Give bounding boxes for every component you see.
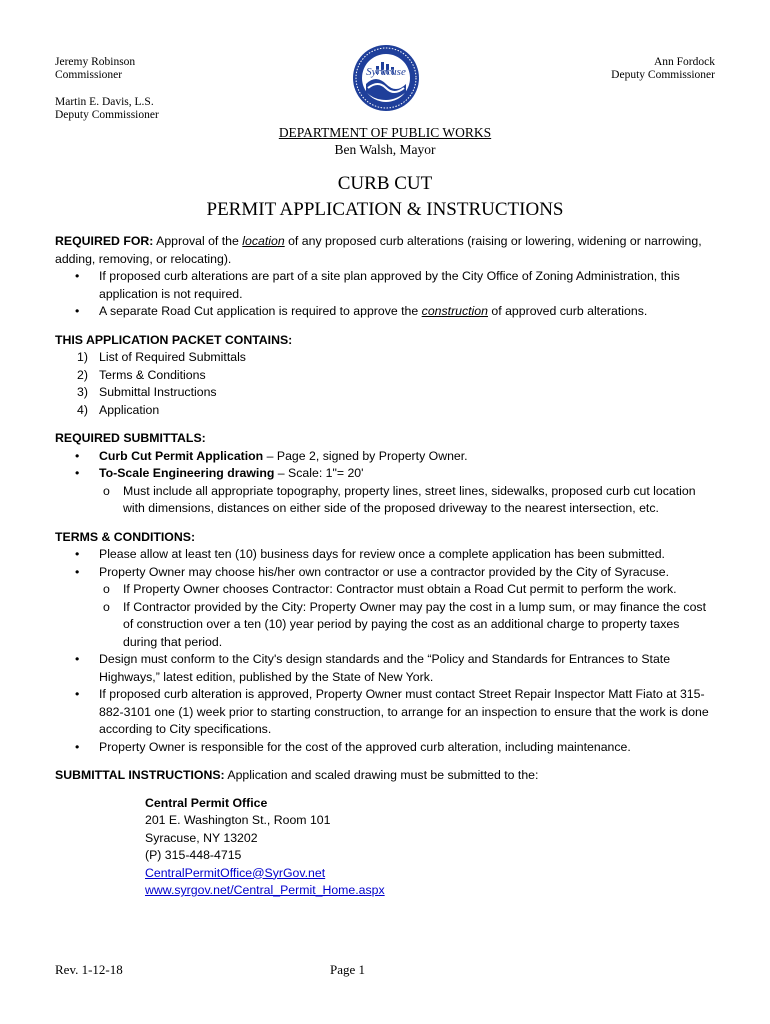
required-for-emph: location: [242, 234, 285, 248]
bullet2-emph: construction: [421, 304, 488, 318]
submittal2-bold: To-Scale Engineering drawing: [99, 466, 275, 480]
revision-date: Rev. 1-12-18: [55, 962, 123, 977]
bullet2-after: of approved curb alterations.: [491, 304, 648, 318]
packet-heading: THIS APPLICATION PACKET CONTAINS:: [55, 332, 293, 347]
office-address-line2: Syracuse, NY 13202: [145, 830, 258, 845]
submittals-list: [55, 448, 715, 518]
required-for-bullets: [55, 268, 715, 321]
list-item: [55, 303, 715, 321]
city-seal-logo: [352, 44, 420, 112]
submittal-instructions-label: SUBMITTAL INSTRUCTIONS:: [55, 768, 225, 782]
list-item: [55, 448, 715, 466]
deputy-name-right: Ann Fordock: [653, 56, 715, 68]
deputy-name-left: Martin E. Davis, L.S.: [55, 96, 154, 108]
item-text: List of Required Submittals: [99, 350, 246, 364]
document-body: [55, 233, 715, 900]
list-item: [55, 384, 715, 402]
office-address-line1: 201 E. Washington St., Room 101: [145, 813, 331, 827]
department-block: [0, 124, 770, 158]
seal-text: Syracuse: [366, 66, 406, 78]
office-website-link[interactable]: www.syrgov.net/Central_Permit_Home.aspx: [145, 883, 385, 897]
list-item: • Property Owner is responsible for the cost of the approved curb alteration, including maintenance.: [55, 739, 715, 757]
submittals-heading: REQUIRED SUBMITTALS:: [55, 431, 206, 445]
list-item: o If Contractor provided by the City: Property Owner may pay the cost in a lump sum, or may finance the cost of construction over a ten (10) year period by paying the cost as an additional charge to property taxes during that period.: [99, 599, 715, 652]
title-line2: PERMIT APPLICATION & INSTRUCTIONS: [206, 199, 564, 220]
required-for-label: REQUIRED FOR:: [55, 234, 154, 248]
submittal2-rest: – Scale: 1"= 20': [277, 466, 364, 480]
permit-office-address: [55, 795, 715, 900]
submittal-instructions-paragraph: [55, 767, 715, 785]
list-item: [55, 367, 715, 385]
list-item: o Must include all appropriate topography, property lines, street lines, sidewalks, proposed curb cut location with dimensions, distances on either side of the proposed driveway to the nearest intersection, etc.: [99, 483, 715, 518]
required-for-text-after: of any proposed curb alterations (raising or lowering, widening or narrowing, adding, removing, or relocating).: [55, 234, 702, 266]
page-number: Page 1: [330, 962, 366, 977]
deputy-title-right: Deputy Commissioner: [611, 69, 715, 81]
submittal1-bold: Curb Cut Permit Application: [99, 448, 264, 463]
bullet2-before: A separate Road Cut application is required to approve the: [99, 304, 419, 318]
deputy-title-left: Deputy Commissioner: [55, 109, 159, 121]
submittal2-sublist: [99, 483, 715, 518]
list-item: o If Property Owner chooses Contractor: Contractor must obtain a Road Cut permit to perform the work.: [99, 581, 715, 599]
item-number: 1): [77, 350, 88, 364]
required-for-text-before: Approval of the: [156, 234, 239, 248]
terms-b2-text: Property Owner may choose his/her own contractor or use a contractor provided by the City of Syracuse.: [99, 564, 670, 579]
list-item: • Design must conform to the City's design standards and the “Policy and Standards for Entrances to State Highways,” latest edition, published by the State of New York.: [55, 651, 715, 686]
list-item: • If proposed curb alterations are part of a site plan approved by the City Office of Zoning Administration, this application is not required.: [55, 268, 715, 303]
item-number: 2): [77, 367, 88, 382]
packet-list: [55, 349, 715, 419]
item-text: Terms & Conditions: [99, 367, 206, 382]
required-for-paragraph: [55, 233, 715, 268]
submittal1-rest: – Page 2, signed by Property Owner.: [266, 448, 468, 463]
list-item: [55, 349, 715, 367]
header-commissioner: [55, 56, 135, 82]
commissioner-name: Jeremy Robinson: [55, 56, 136, 68]
item-number: 4): [77, 402, 88, 417]
terms-heading: TERMS & CONDITIONS:: [55, 529, 196, 544]
office-phone: (P) 315-448-4715: [145, 848, 242, 862]
list-item: • If proposed curb alteration is approved, Property Owner must contact Street Repair Inspector Matt Fiato at 315-882-3101 one (1) week prior to starting construction, to arrange for an inspection to ensure that the work is done according to City specifications.: [55, 686, 715, 739]
office-email-link[interactable]: CentralPermitOffice@SyrGov.net: [145, 865, 326, 880]
department-name: DEPARTMENT OF PUBLIC WORKS: [278, 125, 492, 140]
document-title: [0, 171, 770, 223]
list-item: [55, 402, 715, 420]
list-item: [55, 564, 715, 652]
mayor-name: Ben Walsh, Mayor: [334, 142, 436, 157]
list-item: • Please allow at least ten (10) business days for review once a complete application has been submitted.: [55, 546, 715, 564]
item-number: 3): [77, 385, 88, 399]
commissioner-title: Commissioner: [55, 69, 123, 81]
terms-b2-sublist: [99, 581, 715, 651]
submittal-instructions-text: Application and scaled drawing must be submitted to the:: [227, 768, 539, 782]
header-deputy-left: [55, 96, 159, 122]
item-text: Submittal Instructions: [99, 385, 217, 399]
terms-list: [55, 546, 715, 756]
header-deputy-right: [611, 56, 715, 82]
title-line1: CURB CUT: [337, 173, 433, 194]
item-text: Application: [99, 402, 160, 417]
office-name: Central Permit Office: [145, 795, 268, 810]
list-item: [55, 465, 715, 518]
